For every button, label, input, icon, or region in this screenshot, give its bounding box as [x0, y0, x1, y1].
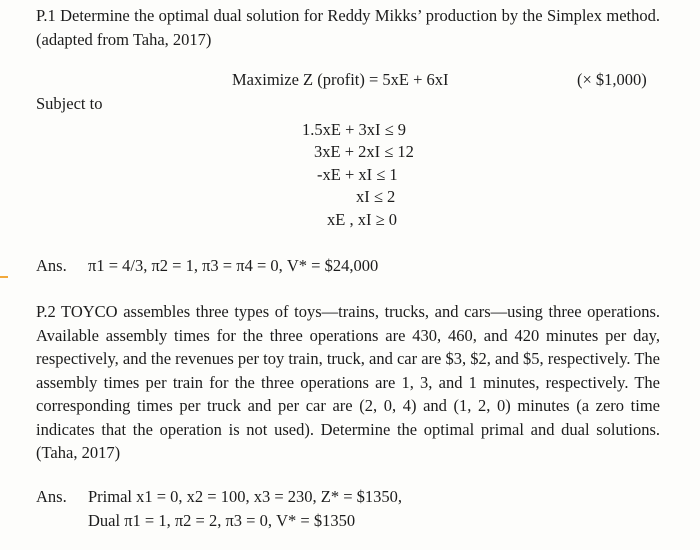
p1-constraint-5: xE , xI ≥ 0 — [327, 210, 398, 229]
margin-marker — [0, 276, 8, 278]
p2-dual: Dual π1 = 1, π2 = 2, π3 = 0, V* = $1350 — [88, 511, 356, 530]
p1-statement: P.1 Determine the optimal dual solution for Reddy Mikks’ production by the Simplex method. (adapted from Taha, 2017) — [36, 6, 660, 49]
p1-constraint-3: -xE + xI ≤ 1 — [317, 165, 398, 184]
p2-primal: Primal x1 = 0, x2 = 100, x3 = 230, Z* = $1350, — [88, 487, 403, 506]
p1-units: (× $1,000) — [577, 70, 647, 89]
p1-answer: π1 = 4/3, π2 = 1, π3 = π4 = 0, V* = $24,000 — [88, 256, 379, 275]
p2-statement: P.2 TOYCO assembles three types of toys—trains, trucks, and cars—using three operations. Available assembly times for the three operations are 430, 460, and 420 minutes per day, respectively, and the revenues per toy train, truck, and car are $3, $2, and $5, respectively. The assembly times per train for the three operations are 1, 3, and 1 minutes, respectively. The corresponding times per truck and per car are (2, 0, 4) and (1, 2, 0) minutes (a zero time indicates that the operation is not used). Determine the optimal primal and dual solutions. (Taha, 2017) — [36, 302, 660, 462]
p1-constraint-2: 3xE + 2xI ≤ 12 — [314, 142, 414, 161]
p2-answer-label: Ans. — [36, 487, 67, 506]
p1-constraint-1: 1.5xE + 3xI ≤ 9 — [302, 120, 407, 139]
p1-objective: Maximize Z (profit) = 5xE + 6xI — [232, 70, 449, 89]
p1-answer-label: Ans. — [36, 256, 67, 275]
p1-constraint-4: xI ≤ 2 — [356, 187, 396, 206]
p1-subject-to: Subject to — [36, 94, 103, 113]
